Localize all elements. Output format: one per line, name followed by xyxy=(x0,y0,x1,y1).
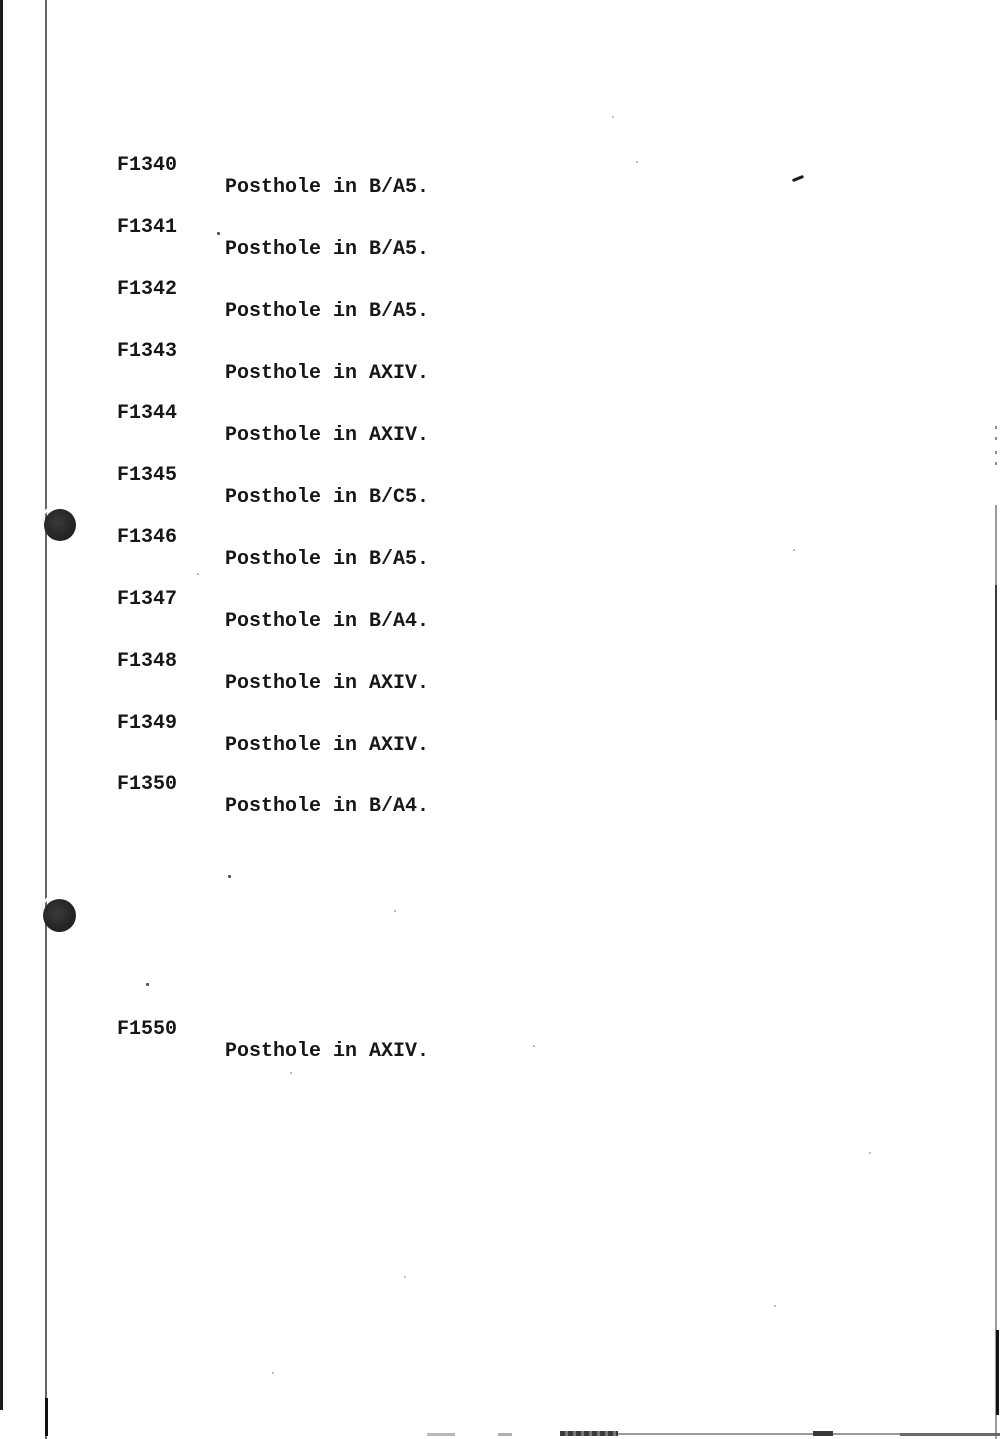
feature-code: F1343 xyxy=(117,340,178,363)
scan-speck xyxy=(217,232,220,235)
feature-code: F1344 xyxy=(117,402,178,425)
scan-speck xyxy=(995,451,997,454)
scanner-edge-artifact xyxy=(813,1431,833,1436)
feature-row xyxy=(0,319,1000,385)
feature-location: Posthole in B/C5. xyxy=(225,486,430,509)
feature-location: Posthole in B/A5. xyxy=(225,300,430,323)
feature-location: Posthole in AXIV. xyxy=(225,672,430,695)
feature-row xyxy=(0,752,1000,818)
feature-location: Posthole in AXIV. xyxy=(225,362,430,385)
feature-code: F1341 xyxy=(117,216,178,239)
feature-row xyxy=(0,381,1000,447)
scan-speck xyxy=(869,1152,871,1154)
scan-speck xyxy=(146,983,149,986)
feature-location: Posthole in AXIV. xyxy=(225,734,430,757)
scan-speck xyxy=(612,116,614,118)
feature-row xyxy=(0,505,1000,571)
feature-location: Posthole in B/A4. xyxy=(225,795,430,818)
feature-code: F1342 xyxy=(117,278,178,301)
feature-code: F1348 xyxy=(117,650,178,673)
pen-tick-mark xyxy=(792,175,804,182)
feature-code: F1346 xyxy=(117,526,178,549)
feature-code: F1550 xyxy=(117,1018,178,1041)
scan-speck xyxy=(197,573,199,575)
feature-location: Posthole in B/A5. xyxy=(225,238,430,261)
scan-speck xyxy=(995,437,997,440)
feature-code: F1345 xyxy=(117,464,178,487)
scan-speck xyxy=(636,161,638,163)
margin-rule-line-dark-end xyxy=(45,1398,48,1436)
scan-speck xyxy=(995,426,997,429)
feature-code: F1349 xyxy=(117,712,178,735)
right-edge-scan-line-dark xyxy=(996,1330,999,1415)
scan-speck xyxy=(793,549,795,551)
scan-speck xyxy=(272,1372,274,1374)
feature-code: F1340 xyxy=(117,154,178,177)
feature-row xyxy=(0,443,1000,509)
scanner-edge-artifact xyxy=(427,1433,455,1436)
feature-location: Posthole in B/A5. xyxy=(225,548,430,571)
scanner-edge-artifact xyxy=(618,1433,900,1435)
scanner-edge-artifact xyxy=(900,1433,1000,1436)
feature-location: Posthole in AXIV. xyxy=(225,1040,430,1063)
feature-row xyxy=(0,691,1000,757)
scanner-edge-artifact xyxy=(498,1433,512,1436)
scan-speck xyxy=(394,910,396,912)
feature-code: F1347 xyxy=(117,588,178,611)
scan-speck xyxy=(533,1045,535,1047)
feature-row xyxy=(0,195,1000,261)
scan-speck xyxy=(995,462,997,465)
feature-location: Posthole in AXIV. xyxy=(225,424,430,447)
feature-location: Posthole in B/A4. xyxy=(225,610,430,633)
feature-code: F1350 xyxy=(117,773,178,796)
scan-speck xyxy=(228,875,231,878)
feature-row xyxy=(0,997,1000,1063)
feature-row xyxy=(0,133,1000,199)
feature-location: Posthole in B/A5. xyxy=(225,176,430,199)
hole-punch-icon xyxy=(43,899,76,932)
feature-row xyxy=(0,629,1000,695)
right-edge-scan-line-dark xyxy=(995,585,997,720)
scan-speck xyxy=(404,1276,406,1278)
feature-row xyxy=(0,257,1000,323)
scan-speck xyxy=(290,1072,292,1074)
scan-speck xyxy=(774,1305,776,1307)
feature-row xyxy=(0,567,1000,633)
scanner-edge-artifact xyxy=(560,1431,618,1436)
